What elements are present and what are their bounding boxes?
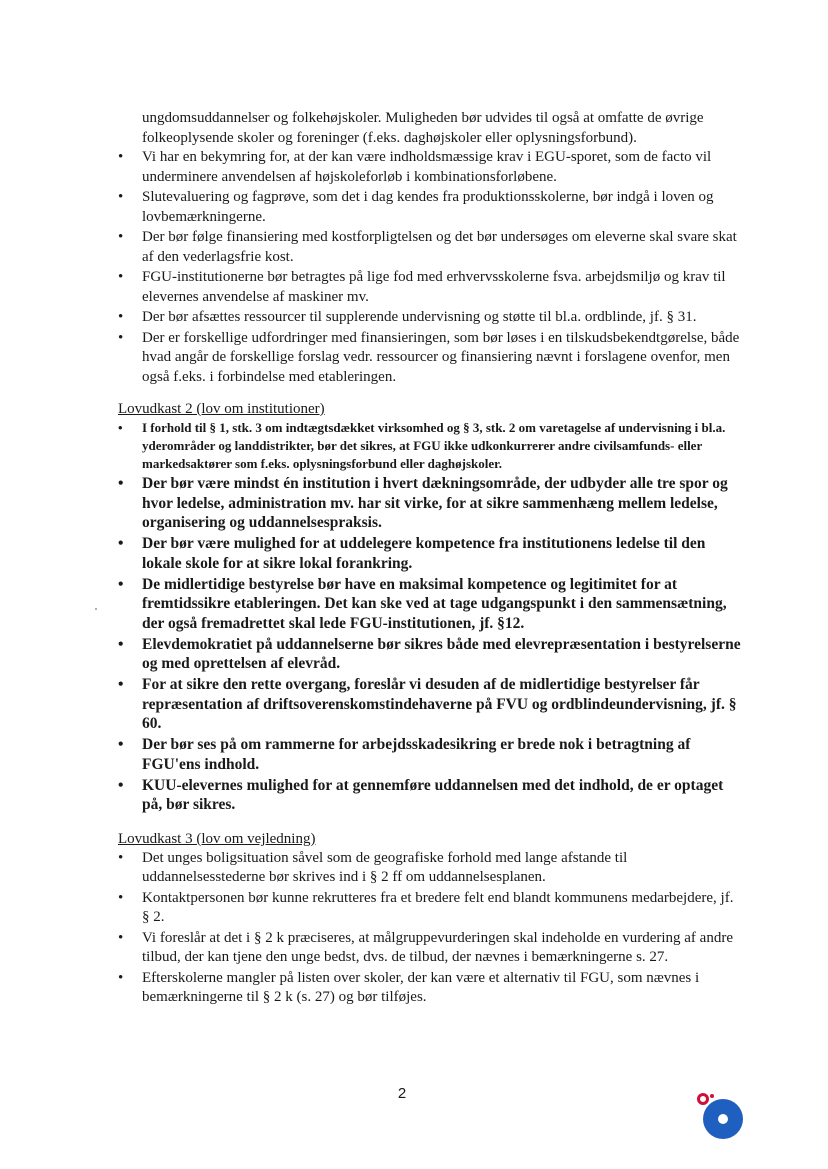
list-item: • Der er forskellige udfordringer med finansieringen, som bør løses i en tilskudsbekendtgørelse, både hvad angår de forskellige forslag vedr. ressourcer og finansiering nævnt i forslagene ovenfor, men også f.eks. i forbindelse med etableringen.	[118, 329, 743, 388]
section3-list	[118, 849, 743, 1008]
list-item: • Det unges boligsituation såvel som de geografiske forhold med lange afstande til uddannelsesstederne bør skrives ind i § 2 ff om uddannelsesplanen.	[118, 849, 743, 888]
list-item: • Vi foreslår at det i § 2 k præciseres, at målgruppevurderingen skal indeholde en vurdering af andre tilbud, der kan tjene den unge bedst, dvs. de tilbud, der nævnes i bemærkningerne s. 27.	[118, 929, 743, 968]
scan-speck	[95, 608, 97, 610]
list-item: • Der bør ses på om rammerne for arbejdsskadesikring er brede nok i betragtning af FGU'ens indhold.	[118, 735, 743, 774]
list-item: • Der bør følge finansiering med kostforpligtelsen og det bør undersøges om eleverne skal svare skat af den vederlagsfrie kost.	[118, 228, 743, 267]
list-item: • Der bør være mulighed for at uddelegere kompetence fra institutionens ledelse til den lokale skole for at sikre lokal forankring.	[118, 534, 743, 573]
section1-list	[118, 148, 743, 387]
intro-continuation: ungdomsuddannelser og folkehøjskoler. Muligheden bør udvides til også at omfatte de øvrige folkeoplysende skoler og foreninger (f.eks. daghøjskoler eller oplysningsforbund).	[142, 110, 704, 146]
organization-logo-icon	[694, 1088, 746, 1140]
logo-red-dot	[710, 1094, 714, 1098]
page-number: 2	[397, 1085, 407, 1102]
section3-heading: Lovudkast 3 (lov om vejledning)	[118, 830, 316, 847]
logo-white-dot	[718, 1114, 728, 1124]
list-item: • Der bør være mindst én institution i hvert dækningsområde, der udbyder alle tre spor og hvor ledelse, administration mv. har sit virke, for at sikre sammenhæng mellem ledelse, organisering og uddannelsespraksis.	[118, 474, 743, 533]
list-item: • De midlertidige bestyrelse bør have en maksimal kompetence og legitimitet for at fremtidssikre etableringen. Det kan ske ved at tage udgangspunkt i den sammensætning, der også fremadrettet skal lede FGU-institutionen, jf. §12.	[118, 575, 743, 634]
logo-small-red-ring	[699, 1095, 708, 1104]
list-item: • For at sikre den rette overgang, foreslår vi desuden af de midlertidige bestyrelser får repræsentation af driftsoverenskomstindehaverne på FVU og ordblindeundervisning, jf. § 60.	[118, 675, 743, 734]
list-item: • Der bør afsættes ressourcer til supplerende undervisning og støtte til bl.a. ordblinde, jf. § 31.	[118, 308, 743, 328]
list-item: • I forhold til § 1, stk. 3 om indtægtsdækket virksomhed og § 3, stk. 2 om varetagelse af undervisning i bl.a. yderområder og landdistrikter, bør det sikres, at FGU ikke udkonkurrerer andre civilsamfunds- eller markedsaktører som f.eks. oplysningsforbund eller daghøjskoler.	[118, 419, 743, 473]
list-item: • KUU-elevernes mulighed for at gennemføre uddannelsen med det indhold, de er optaget på, bør sikres.	[118, 776, 743, 815]
section2-heading: Lovudkast 2 (lov om institutioner)	[118, 401, 325, 417]
list-item: • Slutevaluering og fagprøve, som det i dag kendes fra produktionsskolerne, bør indgå i loven og lovbemærkningerne.	[118, 188, 743, 227]
page-body	[118, 108, 743, 1009]
list-item: • Vi har en bekymring for, at der kan være indholdsmæssige krav i EGU-sporet, som de facto vil underminere anvendelsen af højskoleforløb i kombinationsforløbene.	[118, 148, 743, 187]
list-item: • Kontaktpersonen bør kunne rekrutteres fra et bredere felt end blandt kommunens medarbejdere, jf. § 2.	[118, 889, 743, 928]
list-item: • Elevdemokratiet på uddannelserne bør sikres både med elevrepræsentation i bestyrelserne og med oprettelsen af elevråd.	[118, 635, 743, 674]
list-item: • FGU-institutionerne bør betragtes på lige fod med erhvervsskolerne fsva. arbejdsmiljø og krav til elevernes anvendelse af maskiner mv.	[118, 268, 743, 307]
list-item: • Efterskolerne mangler på listen over skoler, der kan være et alternativ til FGU, som nævnes i bemærkningerne til § 2 k (s. 27) og bør tilføjes.	[118, 969, 743, 1008]
section2-list	[118, 419, 743, 815]
